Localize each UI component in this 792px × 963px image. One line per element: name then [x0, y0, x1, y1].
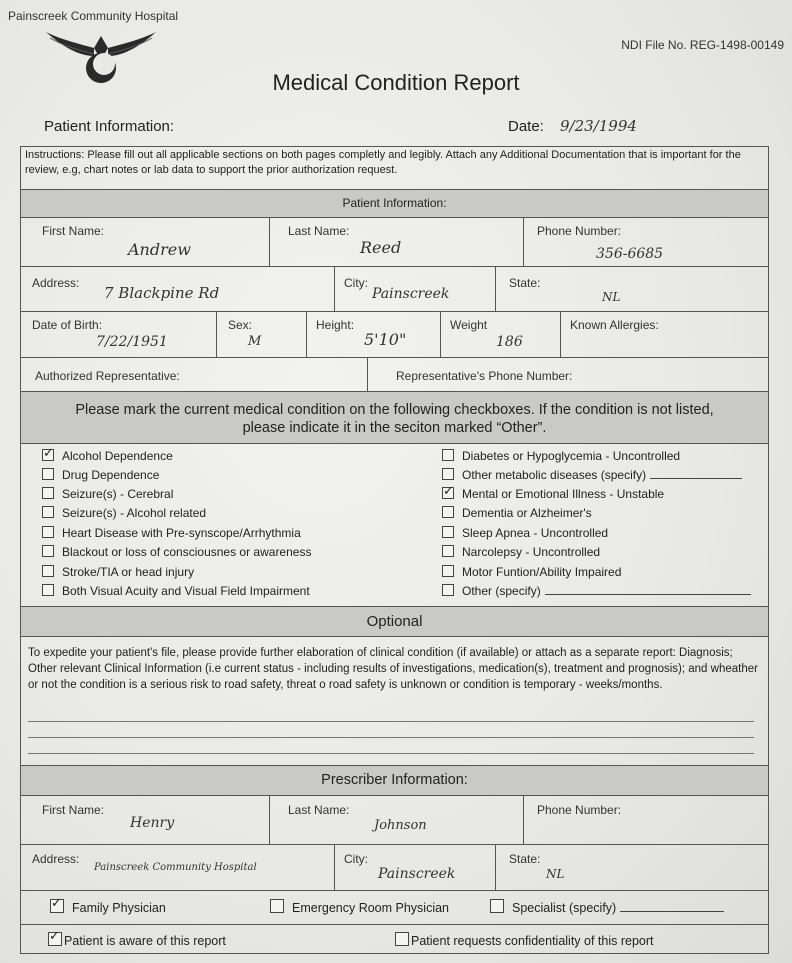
address-label: Address: — [32, 276, 80, 290]
instructions-text: Instructions: Please fill out all applicable sections on both pages completly and legibly. Attach any Additional Documentation that is important for the review, e.g, chart notes or lab data to support the prior authorization request. — [25, 149, 741, 176]
condition-seizure-cerebral[interactable]: Seizure(s) - Cerebral — [42, 487, 173, 502]
checkbox[interactable] — [42, 487, 54, 499]
condition-blackout[interactable]: Blackout or loss of consciousnes or awareness — [42, 545, 311, 560]
condition-visual-impairment[interactable]: Both Visual Acuity and Visual Field Impairment — [42, 584, 310, 599]
date-label: Date: — [508, 118, 544, 135]
state-value[interactable]: NL — [602, 290, 621, 304]
prescriber-first-name-value[interactable]: Henry — [130, 815, 175, 831]
checkbox[interactable] — [442, 565, 454, 577]
phone-label: Phone Number: — [537, 224, 622, 238]
optional-line[interactable] — [28, 737, 754, 738]
prescriber-address-label: Address: — [32, 852, 80, 866]
checkbox[interactable] — [50, 899, 64, 913]
optional-line[interactable] — [28, 753, 754, 754]
checkbox[interactable] — [442, 468, 454, 480]
prescriber-first-name-label: First Name: — [42, 803, 105, 817]
prescriber-last-name-label: Last Name: — [288, 803, 350, 817]
condition-diabetes[interactable]: Diabetes or Hypoglycemia - Uncontrolled — [442, 449, 680, 464]
weight-value[interactable]: 186 — [496, 334, 523, 350]
conditions-prompt-line2: please indicate it in the seciton marked “Other”. — [242, 420, 547, 436]
checkbox[interactable] — [42, 565, 54, 577]
optional-title: Optional — [366, 613, 423, 630]
city-label: City: — [344, 276, 368, 290]
condition-mental-illness[interactable]: ✓Mental or Emotional Illness - Unstable — [442, 487, 664, 502]
condition-heart-disease[interactable]: Heart Disease with Pre-synscope/Arrhythmia — [42, 526, 301, 541]
file-number: NDI File No. REG-1498-00149 — [621, 38, 784, 52]
patient-section-title: Patient Information: — [342, 196, 447, 210]
first-name-value[interactable]: Andrew — [128, 240, 191, 259]
condition-other[interactable]: Other (specify) — [442, 584, 751, 599]
patient-confidentiality-checkbox[interactable]: Patient requests confidentiality of this report — [395, 932, 654, 947]
condition-drug-dependence[interactable]: Drug Dependence — [42, 468, 159, 483]
type-family-physician[interactable]: ✓Family Physician — [50, 899, 166, 914]
last-name-value[interactable]: Reed — [360, 238, 402, 257]
metabolic-specify-line[interactable] — [650, 478, 742, 479]
optional-instructions: To expedite your patient's file, please provide further elaboration of clinical condition (if available) or attach as a separate report: Diagnosis; Other relevant Clinical Information (i.e current status - including results of investigations, medication(s), treatment and prognosis); and wheather or not the condition is a serious risk to road safety, threat o road safety is unknown or condition is temporary - weeks/months. — [28, 647, 758, 691]
checkbox[interactable] — [442, 545, 454, 557]
last-name-label: Last Name: — [288, 224, 350, 238]
specialist-specify-line[interactable] — [620, 911, 724, 912]
conditions-prompt — [21, 401, 768, 437]
state-label: State: — [509, 276, 541, 290]
address-value[interactable]: 7 Blackpine Rd — [104, 284, 220, 302]
height-label: Height: — [316, 318, 355, 332]
patient-aware-checkbox[interactable]: ✓Patient is aware of this report — [48, 932, 226, 947]
condition-dementia[interactable]: Dementia or Alzheimer's — [442, 506, 592, 521]
condition-seizure-alcohol[interactable]: Seizure(s) - Alcohol related — [42, 506, 206, 521]
type-emergency-room-physician[interactable]: Emergency Room Physician — [270, 899, 449, 914]
checkbox[interactable] — [442, 584, 454, 596]
dob-value[interactable]: 7/22/1951 — [96, 334, 168, 350]
representative-phone-label: Representative's Phone Number: — [396, 369, 573, 383]
dob-label: Date of Birth: — [32, 318, 103, 332]
checkbox[interactable] — [42, 468, 54, 480]
prescriber-state-label: State: — [509, 852, 541, 866]
type-specialist[interactable]: Specialist (specify) — [490, 899, 724, 914]
prescriber-address-value[interactable]: Painscreek Community Hospital — [94, 862, 257, 873]
height-value[interactable]: 5'10" — [364, 330, 407, 349]
checkbox[interactable] — [442, 506, 454, 518]
checkbox[interactable] — [48, 932, 62, 946]
prescriber-city-value[interactable]: Painscreek — [378, 866, 456, 882]
checkbox[interactable] — [442, 526, 454, 538]
checkbox[interactable] — [42, 526, 54, 538]
checkbox[interactable] — [42, 506, 54, 518]
weight-label: Weight — [450, 318, 488, 332]
sex-label: Sex: — [228, 318, 253, 332]
prescriber-title: Prescriber Information: — [321, 772, 468, 788]
condition-alcohol-dependence[interactable]: ✓Alcohol Dependence — [42, 449, 173, 464]
checkbox[interactable] — [42, 545, 54, 557]
date-value[interactable]: 9/23/1994 — [560, 117, 637, 135]
condition-motor-function[interactable]: Motor Funtion/Ability Impaired — [442, 565, 621, 580]
sex-value[interactable]: M — [248, 334, 262, 349]
other-specify-line[interactable] — [545, 594, 751, 595]
page-title: Medical Condition Report — [272, 70, 520, 95]
phone-value[interactable]: 356-6685 — [596, 246, 664, 262]
condition-metabolic[interactable]: Other metabolic diseases (specify) — [442, 468, 742, 483]
checkbox[interactable] — [42, 584, 54, 596]
condition-narcolepsy[interactable]: Narcolepsy - Uncontrolled — [442, 545, 600, 560]
prescriber-city-label: City: — [344, 852, 368, 866]
first-name-label: First Name: — [42, 224, 105, 238]
checkbox[interactable] — [442, 487, 454, 499]
checkbox[interactable] — [395, 932, 409, 946]
representative-label: Authorized Representative: — [35, 369, 180, 383]
prescriber-state-value[interactable]: NL — [546, 867, 565, 881]
prescriber-phone-label: Phone Number: — [537, 803, 622, 817]
allergies-label: Known Allergies: — [570, 318, 659, 332]
city-value[interactable]: Painscreek — [372, 286, 450, 302]
checkbox[interactable] — [270, 899, 284, 913]
checkbox[interactable] — [42, 449, 54, 461]
condition-sleep-apnea[interactable]: Sleep Apnea - Uncontrolled — [442, 526, 608, 541]
optional-line[interactable] — [28, 721, 754, 722]
checkbox[interactable] — [490, 899, 504, 913]
prescriber-last-name-value[interactable]: Johnson — [374, 818, 427, 833]
hospital-name: Painscreek Community Hospital — [8, 9, 179, 23]
conditions-prompt-line1: Please mark the current medical condition on the following checkboxes. If the condition is not listed, — [75, 402, 714, 418]
condition-stroke[interactable]: Stroke/TIA or head injury — [42, 565, 194, 580]
checkbox[interactable] — [442, 449, 454, 461]
patient-info-heading: Patient Information: — [44, 118, 175, 135]
